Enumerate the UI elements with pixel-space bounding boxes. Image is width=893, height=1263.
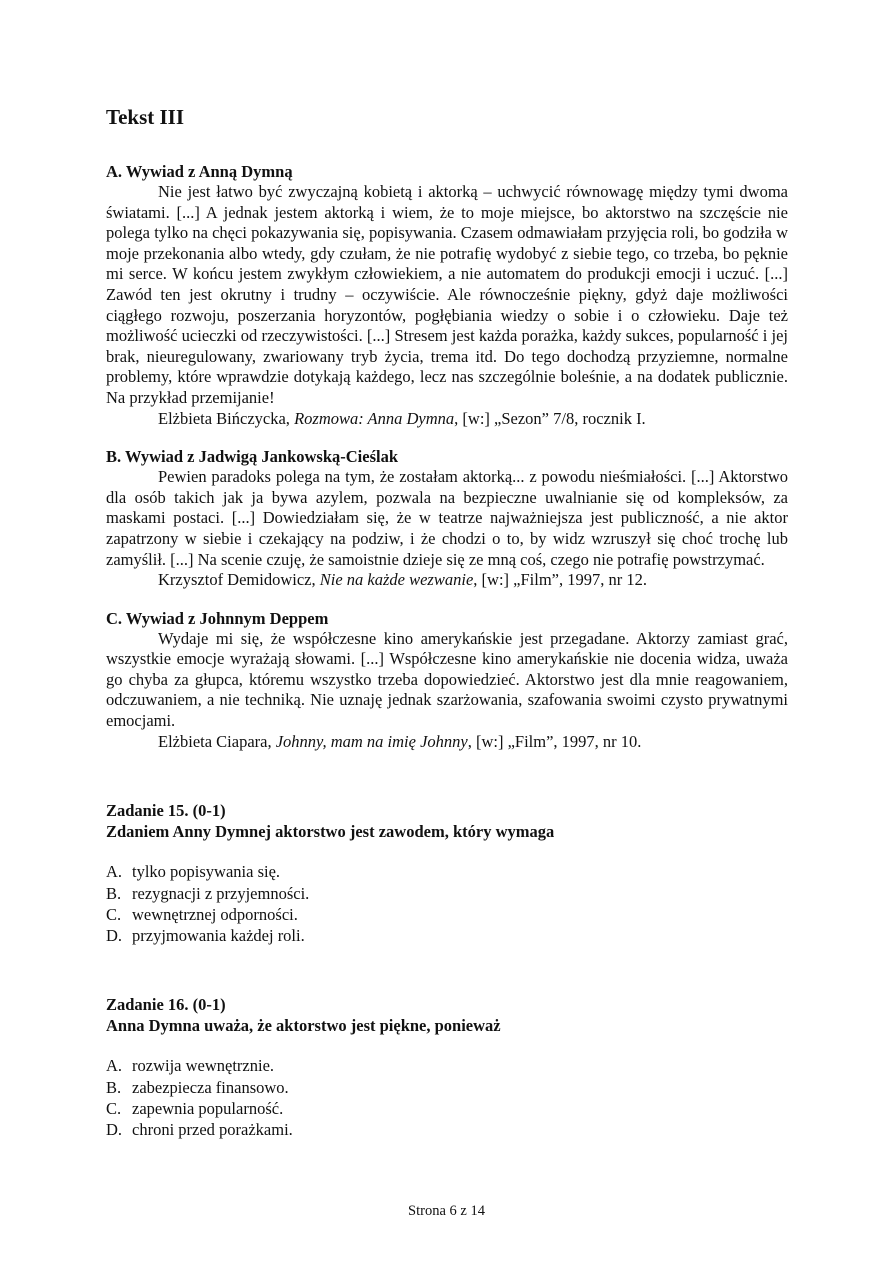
option-letter: D. — [106, 926, 123, 946]
option-letter: A. — [106, 862, 123, 882]
option-text: tylko popisywania się. — [132, 862, 281, 882]
section-heading: A. Wywiad z Anną Dymną — [106, 162, 293, 181]
source-title: Rozmowa: Anna Dymna — [294, 408, 455, 428]
section-heading: B. Wywiad z Jadwigą Jankowską-Cieślak — [106, 447, 399, 467]
source-author: Elżbieta Ciapara, — [158, 731, 276, 751]
option-text: rozwija wewnętrznie. — [132, 1056, 275, 1076]
option-letter: B. — [106, 1077, 122, 1097]
task-title: Zadanie 15. (0-1) — [106, 801, 226, 821]
source-rest: , [w:] „Film”, 1997, nr 12. — [473, 570, 647, 590]
answer-option-a[interactable] — [106, 861, 788, 882]
option-text: wewnętrznej odporności. — [132, 904, 298, 924]
interview-section-b — [106, 447, 788, 591]
option-text: przyjmowania każdej roli. — [132, 926, 305, 946]
interview-section-c — [106, 609, 788, 753]
answer-option-c[interactable] — [106, 1098, 788, 1119]
task-title: Zadanie 16. (0-1) — [106, 995, 226, 1015]
page-number: Strona 6 z 14 — [408, 1203, 485, 1219]
section-body: Nie jest łatwo być zwyczajną kobietą i aktorką – uchwycić równowagę między tymi dwoma światami. [...] A jednak jestem aktorką i wiem, że to moje miejsce, bo aktorstwo na szczęście nie polega tylko na chęci pokazywania się, popisywania. Czasem odmawiałam przyjęcia roli, bo godziła w moje przekonania albo wtedy, gdy czułam, że nie potrafię wydobyć z siebie tego, co trzeba, bo pęknie mi serce. W końcu jestem zwykłym człowiekiem, a nie automatem do produkcji emocji i uczuć. [...] Zawód ten jest okrutny i trudny – oczywiście. Ale równocześnie piękny, gdyż daje możliwości ciągłego rozwoju, poszerzania horyzontów, pogłębiania wiedzy o sobie i o człowieku. Daje też możliwość ucieczki od rzeczywistości. [...] Stresem jest każda porażka, każdy sukces, popularność i jej brak, nieuregulowany, zwariowany tryb życia, trema itd. Do tego dochodzą przyziemne, normalne problemy, które wprawdzie dotykają każdego, lecz nas szczególnie boleśnie, a na dodatek publicznie. Na przykład przemijanie! — [106, 182, 788, 407]
text-title: Tekst III — [106, 105, 185, 129]
option-letter: B. — [106, 883, 122, 903]
interview-section-a — [106, 162, 788, 429]
source-rest: , [w:] „Sezon” 7/8, rocznik I. — [454, 408, 646, 428]
option-text: zapewnia popularność. — [132, 1099, 284, 1119]
answer-option-b[interactable] — [106, 1077, 788, 1098]
option-text: chroni przed porażkami. — [132, 1120, 293, 1140]
source-citation — [106, 732, 788, 753]
source-title: Nie na każde wezwanie — [319, 570, 474, 590]
answer-options — [106, 1055, 788, 1140]
option-letter: A. — [106, 1056, 123, 1076]
answer-option-c[interactable] — [106, 904, 788, 925]
option-text: rezygnacji z przyjemności. — [132, 883, 310, 903]
answer-option-d[interactable] — [106, 925, 788, 946]
option-text: zabezpiecza finansowo. — [132, 1077, 289, 1097]
source-citation — [106, 570, 788, 591]
section-body: Pewien paradoks polega na tym, że zostałam aktorką... z powodu nieśmiałości. [...] Aktorstwo dla osób takich jak ja bywa azylem, pozwala na bezpieczne uwalnianie się od kompleksów, za maskami postaci. [...] Dowiedziałam się, że w teatrze najważniejsza jest publiczność, a nie aktor zapatrzony w siebie i czekający na podziw, i że chodzi o to, by widz wzruszył się choć trochę lub zamyślił. [...] Na scenie czuję, że samoistnie dzieje się ze mną coś, czego nie potrafię powstrzymać. — [106, 467, 788, 569]
option-letter: D. — [106, 1120, 123, 1140]
answer-option-a[interactable] — [106, 1055, 788, 1076]
section-body: Wydaje mi się, że współczesne kino amerykańskie jest przegadane. Aktorzy zamiast grać, wszystkie emocje wyrażają słowami. [...] Współczesne kino amerykańskie nie docenia widza, uważa go chyba za głupca, któremu wszystko trzeba dopowiedzieć. Aktorstwo jest dla mnie reagowaniem, odczuwaniem, a nie techniką. Nie uznaję jednak szarżowania, szafowania swoimi czysto prywatnymi emocjami. — [106, 628, 788, 731]
option-letter: C. — [106, 1099, 122, 1119]
page-content — [106, 104, 788, 1141]
task-question: Zdaniem Anny Dymnej aktorstwo jest zawodem, który wymaga — [106, 822, 555, 842]
answer-option-d[interactable] — [106, 1119, 788, 1140]
task-16 — [106, 994, 788, 1140]
answer-option-b[interactable] — [106, 883, 788, 904]
task-15 — [106, 800, 788, 946]
source-title: Johnny, mam na imię Johnny — [275, 731, 468, 751]
answer-options — [106, 861, 788, 946]
source-author: Krzysztof Demidowicz, — [158, 570, 320, 590]
source-author: Elżbieta Bińczycka, — [158, 408, 295, 428]
source-rest: , [w:] „Film”, 1997, nr 10. — [467, 731, 642, 751]
source-citation — [106, 409, 788, 430]
option-letter: C. — [106, 904, 122, 924]
task-question: Anna Dymna uważa, że aktorstwo jest piękne, ponieważ — [106, 1016, 501, 1036]
section-heading: C. Wywiad z Johnnym Deppem — [106, 608, 329, 628]
